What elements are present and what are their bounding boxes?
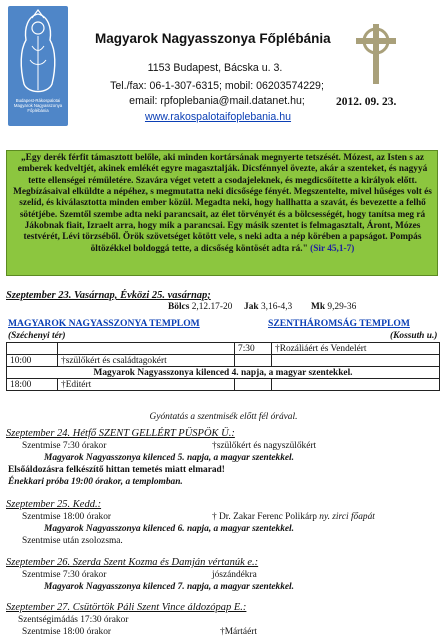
reading-book: Jak [244,302,259,312]
notice-line: Elsőáldozásra felkészítő hittan temetés miatt elmarad! [8,465,225,475]
address: 1153 Budapest, Bácska u. 3. [147,62,283,74]
day-heading: Szeptember 26. Szerda Szent Kozma és Damján vértanúk e.: [6,557,259,568]
sunday-heading-colon: ; [207,290,211,301]
celtic-cross-icon [350,22,402,86]
day-heading: Szeptember 27. Csütörtök Páli Szent Vince áldozópap E.: [6,602,247,613]
mass-time: Szentmise 7:30 órakor [22,570,107,580]
church2-name[interactable]: SZENTHÁROMSÁG TEMPLOM [268,318,410,329]
logo-caption-line: Budapest-Rákospalotai [15,98,61,103]
quote-reference: (Sir 45,1-7) [310,243,355,254]
table-row [7,343,440,355]
novena-line: Magyarok Nagyasszonya kilenced 5. napja, a magyar szentekkel. [44,453,294,463]
reading-book: Mk [310,302,326,312]
church2-location: (Kossuth u.) [390,331,438,341]
email-line: email: rpfoplebania@mail.datanet.hu; [129,95,305,107]
intention-cell: †Editért [58,379,235,391]
mass-intention: †Mártáért [220,627,257,637]
mass-time: Szentmise 7:30 órakor [22,441,107,451]
parish-title: Magyarok Nagyasszonya Főplébánia [95,31,331,46]
sunday-date: Szeptember 23. Vasárnap, [6,290,118,301]
mass-time: Szentmise 18:00 órakor [22,512,112,522]
mass-intention [212,512,375,522]
day-heading: Szeptember 24. Hétfő SZENT GELLÉRT PÜSPÖK Ü.: [6,428,235,439]
sunday-mass-table [6,342,440,391]
reading-ref: 9,29-36 [327,302,357,312]
quote-text: „Egy derék férfit támasztott belőle, aki minden kortársának megnyerte tetszését. Mózest, az Isten s az emberek kedveltjét, akinek emlékét egyre magasztalják. Dicsfénnyel övezte, akár a szenteket, és nagyyá tette ellenségei rémületére. Szavára véget vetett a csodajeleknek, és megdicsőítette a királyok előtt. Megbízásaival elküldte a népéhez, s megmutatta neki dicsősége fényét. Megszentelte, mivel hűséges volt és szelíd, és kiválasztotta minden ember közül. Megadta neki, hogy hallhatta a szavát, és bevezette a felhő sötétjébe. Szemtől szembe adta neki parancsait, az élet törvényét és a bölcsességét, hogy tanítsa meg rá Jákobnak fiait, Izraelt arra, hogy mik a parancsai. Egy másik szentet is felmagasztalt, Áront, Mózes testvérét, Lévi törzséből. Örök szövetséget kötött vele, s neki adta a nép körében a papságot. Pompás öltözékkel boldoggá tette, a dicsőség köntösét adta rá." [13,153,432,254]
novena-line: Magyarok Nagyasszonya kilenced 7. napja, a magyar szentekkel. [44,582,294,592]
mass-time: Szentmise 18:00 órakor [22,627,112,637]
table-row [7,355,440,367]
novena-cell: Magyarok Nagyasszonya kilenced 4. napja, a magyar szentekkel. [7,367,440,379]
intention-cell [58,343,235,355]
time-cell [235,379,272,391]
time-cell: 7:30 [235,343,272,355]
church1-location: (Széchenyi tér) [8,331,66,341]
logo-caption [10,98,66,113]
intention-cell: †Rozáliáért és Vendelért [272,343,440,355]
confession-note: Gyóntatás a szentmisék előtt fél órával. [149,412,298,422]
reading-book: Bölcs [168,302,190,312]
plain-line: Szentségimádás 17:30 órakor [18,615,129,625]
bulletin-date: 2012. 09. 23. [336,96,397,108]
table-row [7,379,440,391]
table-row [7,367,440,379]
time-cell: 18:00 [7,379,58,391]
phone-line: Tel./fax: 06-1-307-6315; mobil: 06203574229; [110,80,324,92]
website-link[interactable]: www.rakospalotaifoplebania.hu [144,111,292,123]
time-cell [7,343,58,355]
reading-ref: 2,12.17-20 [191,302,233,312]
mass-intention-extra: ny. zirci főapát [319,512,375,522]
church1-name[interactable]: MAGYAROK NAGYASSZONYA TEMPLOM [8,318,200,329]
plain-line: Szentmise után zsolozsma. [22,536,123,546]
mass-intention: jószándékra [212,570,257,580]
intention-cell: †szülőkért és családtagokért [58,355,235,367]
logo-caption-line: Főplébánia [27,108,49,113]
time-cell [235,355,272,367]
reading-ref: 3,16-4,3 [260,302,293,312]
mass-intention: †szülőkért és nagyszülőkért [212,441,317,451]
time-cell: 10:00 [7,355,58,367]
intention-cell [272,379,440,391]
sunday-feast: Évközi 25. vasárnap [120,290,208,301]
sunday-heading [6,290,211,301]
novena-line: Magyarok Nagyasszonya kilenced 6. napja, a magyar szentekkel. [44,524,294,534]
intention-cell [272,355,440,367]
logo-caption-line: Magyarok Nagyasszonya [13,103,63,108]
notice-line: Énekkari próba 19:00 órakor, a templomban. [8,477,183,487]
scripture-quote [12,153,433,255]
day-heading: Szeptember 25. Kedd.: [6,499,102,510]
readings [168,302,356,312]
mass-intention-text: † Dr. Zakar Ferenc Polikárp [212,512,317,522]
